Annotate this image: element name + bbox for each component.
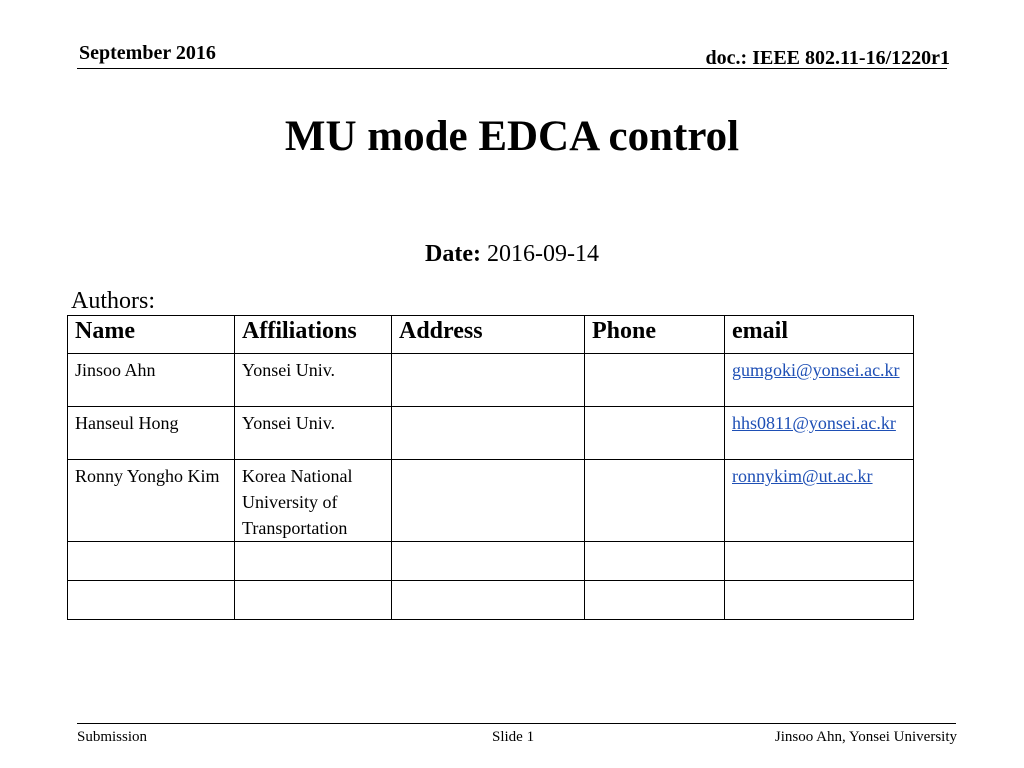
author-email-cell [725, 407, 914, 460]
author-email-link[interactable]: hhs0811@yonsei.ac.kr [732, 413, 896, 433]
author-phone-cell [585, 460, 725, 542]
author-name-cell [68, 581, 235, 620]
author-affiliation-cell [235, 542, 392, 581]
authors-table [67, 315, 914, 620]
table-row [68, 581, 914, 620]
author-affiliation-cell: Yonsei Univ. [235, 407, 392, 460]
date-value: 2016-09-14 [486, 241, 599, 267]
author-email-cell [725, 581, 914, 620]
author-phone-cell [585, 354, 725, 407]
author-affiliation-cell [235, 581, 392, 620]
authors-label: Authors: [71, 288, 155, 314]
author-address-cell [392, 354, 585, 407]
author-address-cell [392, 460, 585, 542]
header-doc-id: doc.: IEEE 802.11-16/1220r1 [705, 47, 950, 69]
table-row [68, 407, 914, 460]
author-email-link[interactable]: gumgoki@yonsei.ac.kr [732, 360, 900, 380]
column-header-name: Name [68, 316, 235, 354]
column-header-affiliations: Affiliations [235, 316, 392, 354]
author-email-cell [725, 354, 914, 407]
author-email-cell [725, 542, 914, 581]
author-phone-cell [585, 542, 725, 581]
table-row [68, 460, 914, 542]
author-phone-cell [585, 581, 725, 620]
footer-author: Jinsoo Ahn, Yonsei University [774, 729, 957, 745]
footer-divider [77, 723, 956, 724]
footer-submission: Submission [77, 729, 148, 745]
author-phone-cell [585, 407, 725, 460]
author-address-cell [392, 542, 585, 581]
date-line [0, 241, 1024, 268]
author-address-cell [392, 581, 585, 620]
author-email-link[interactable]: ronnykim@ut.ac.kr [732, 466, 873, 486]
author-name-cell: Jinsoo Ahn [68, 354, 235, 407]
header-divider [77, 68, 947, 69]
column-header-email: email [725, 316, 914, 354]
column-header-address: Address [392, 316, 585, 354]
author-name-cell [68, 542, 235, 581]
author-affiliation-cell: Yonsei Univ. [235, 354, 392, 407]
author-affiliation-cell: Korea National University of Transportation [235, 460, 392, 542]
author-name-cell: Hanseul Hong [68, 407, 235, 460]
date-label: Date: [425, 241, 481, 267]
header-date: September 2016 [79, 42, 216, 64]
column-header-phone: Phone [585, 316, 725, 354]
footer-slide-number: Slide 1 [492, 729, 535, 745]
table-row [68, 354, 914, 407]
author-address-cell [392, 407, 585, 460]
table-row [68, 542, 914, 581]
table-header-row [68, 316, 914, 354]
author-name-cell: Ronny Yongho Kim [68, 460, 235, 542]
slide-title: MU mode EDCA control [284, 113, 740, 160]
author-email-cell [725, 460, 914, 542]
